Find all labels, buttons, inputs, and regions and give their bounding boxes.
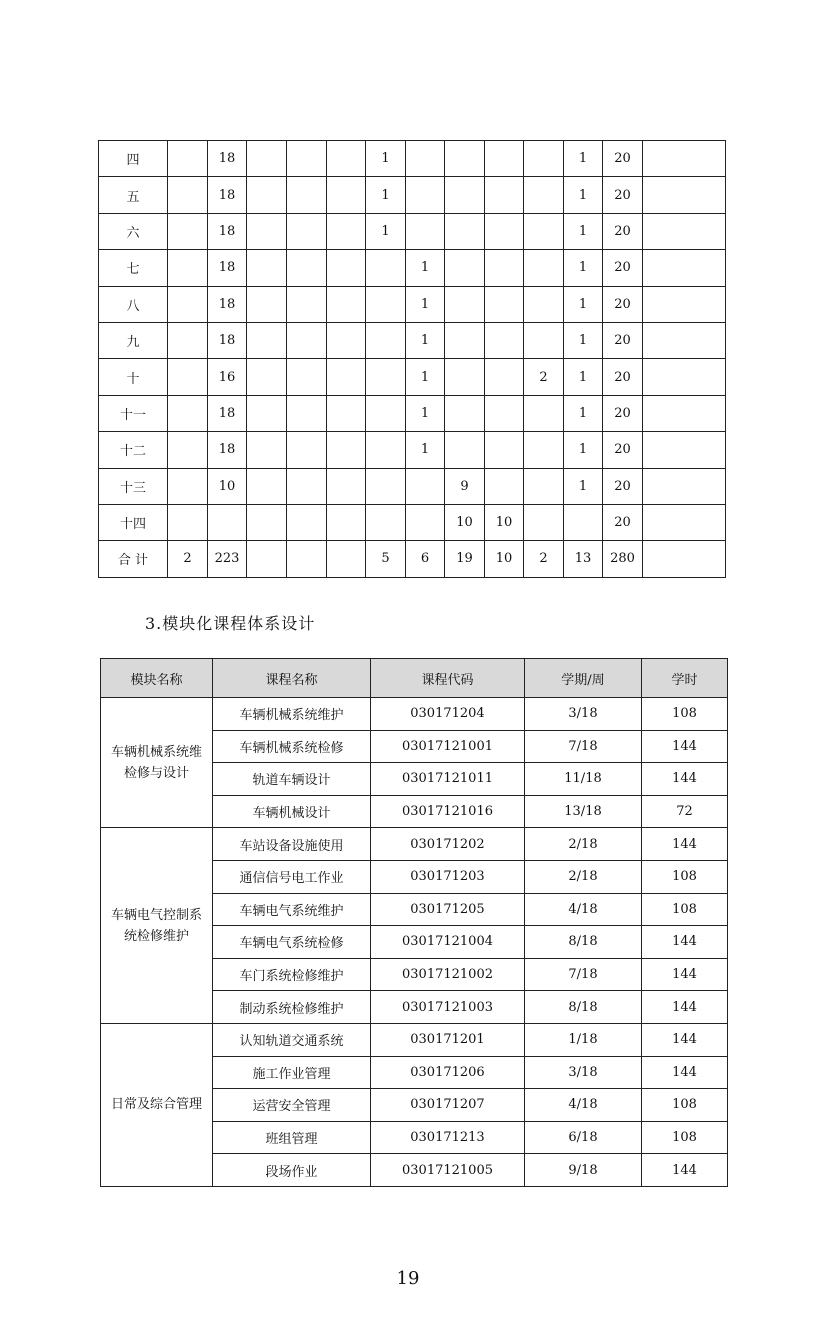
table-row	[99, 395, 726, 431]
table-cell: 18	[208, 250, 247, 286]
row-label-cell: 六	[99, 213, 168, 249]
table-cell	[643, 359, 726, 395]
semester-week-cell: 7/18	[525, 958, 642, 991]
table-cell: 1	[406, 395, 445, 431]
course-code-cell: 030171205	[371, 893, 525, 926]
table-cell	[643, 250, 726, 286]
course-code-cell: 03017121002	[371, 958, 525, 991]
table-cell: 1	[564, 177, 603, 213]
table-cell: 1	[564, 359, 603, 395]
course-code-cell: 030171201	[371, 1023, 525, 1056]
semester-week-cell: 1/18	[525, 1023, 642, 1056]
table-cell	[247, 141, 287, 177]
table-cell: 1	[406, 322, 445, 358]
table-cell: 1	[564, 432, 603, 468]
table-cell	[485, 141, 524, 177]
table-cell: 9	[445, 468, 485, 504]
course-name-cell: 车辆电气系统维护	[213, 893, 371, 926]
table-cell	[406, 177, 445, 213]
table-cell	[366, 322, 406, 358]
table-cell: 18	[208, 141, 247, 177]
course-name-cell: 车辆机械系统维护	[213, 698, 371, 731]
table-cell: 20	[603, 432, 643, 468]
table-cell	[168, 286, 208, 322]
table-row	[99, 432, 726, 468]
table-cell: 20	[603, 504, 643, 540]
table-cell: 16	[208, 359, 247, 395]
table-cell	[643, 213, 726, 249]
table-cell	[168, 359, 208, 395]
table-cell	[643, 141, 726, 177]
module-name-cell: 日常及综合管理	[101, 1023, 213, 1186]
header-course-name: 课程名称	[213, 659, 371, 698]
table-cell	[524, 286, 564, 322]
table-cell	[168, 432, 208, 468]
table-cell	[485, 359, 524, 395]
table-cell	[327, 141, 366, 177]
table-cell	[524, 432, 564, 468]
table-cell: 1	[564, 141, 603, 177]
credit-hours-cell: 108	[642, 893, 728, 926]
table-cell: 5	[366, 541, 406, 577]
table-cell	[168, 213, 208, 249]
table-cell	[287, 286, 327, 322]
table-cell: 10	[485, 541, 524, 577]
row-label-cell: 七	[99, 250, 168, 286]
table-cell: 10	[208, 468, 247, 504]
semester-week-cell: 3/18	[525, 698, 642, 731]
row-label-cell: 四	[99, 141, 168, 177]
semester-week-cell: 9/18	[525, 1154, 642, 1187]
table-cell	[366, 504, 406, 540]
table-row	[99, 177, 726, 213]
credit-hours-cell: 144	[642, 1056, 728, 1089]
row-label-cell: 五	[99, 177, 168, 213]
table-cell: 20	[603, 141, 643, 177]
table-cell	[168, 141, 208, 177]
semester-week-cell: 8/18	[525, 926, 642, 959]
semester-week-cell: 4/18	[525, 1089, 642, 1122]
module-name-cell: 车辆机械系统维检修与设计	[101, 698, 213, 828]
row-label-cell: 九	[99, 322, 168, 358]
table-cell	[247, 359, 287, 395]
table-row	[99, 250, 726, 286]
section-heading: 3.模块化课程体系设计	[145, 614, 316, 633]
table-cell	[208, 504, 247, 540]
table-cell	[327, 504, 366, 540]
table-cell	[287, 213, 327, 249]
table-cell: 20	[603, 213, 643, 249]
table-cell: 20	[603, 359, 643, 395]
table-cell: 1	[406, 250, 445, 286]
table-cell: 1	[564, 213, 603, 249]
table-cell	[247, 504, 287, 540]
table-cell	[366, 286, 406, 322]
table-cell: 20	[603, 286, 643, 322]
row-label-cell: 八	[99, 286, 168, 322]
table-cell	[287, 141, 327, 177]
credit-hours-cell: 108	[642, 1089, 728, 1122]
table-cell: 20	[603, 177, 643, 213]
credit-hours-cell: 108	[642, 1121, 728, 1154]
table-cell	[247, 286, 287, 322]
table-cell	[485, 322, 524, 358]
course-code-cell: 030171206	[371, 1056, 525, 1089]
table-cell	[445, 177, 485, 213]
course-code-cell: 03017121001	[371, 730, 525, 763]
table-cell	[168, 322, 208, 358]
credit-hours-cell: 144	[642, 958, 728, 991]
credit-hours-cell: 144	[642, 828, 728, 861]
table-cell: 1	[564, 468, 603, 504]
table-cell	[485, 286, 524, 322]
table-cell	[168, 250, 208, 286]
table-cell	[327, 432, 366, 468]
table-cell	[406, 468, 445, 504]
page-number: 19	[396, 1268, 420, 1289]
table-cell	[445, 213, 485, 249]
table-cell	[445, 141, 485, 177]
table-cell	[445, 359, 485, 395]
table-row	[101, 1023, 728, 1056]
table-cell: 20	[603, 250, 643, 286]
table-cell	[287, 177, 327, 213]
table-cell: 1	[564, 250, 603, 286]
table-cell	[366, 395, 406, 431]
course-name-cell: 轨道车辆设计	[213, 763, 371, 796]
table-cell	[366, 468, 406, 504]
table-cell: 1	[366, 141, 406, 177]
table-cell	[445, 395, 485, 431]
table-row	[99, 213, 726, 249]
table-cell	[485, 250, 524, 286]
table-cell: 223	[208, 541, 247, 577]
table-cell: 6	[406, 541, 445, 577]
table-cell	[643, 541, 726, 577]
row-label-cell: 十	[99, 359, 168, 395]
semester-week-cell: 2/18	[525, 860, 642, 893]
table-cell: 1	[366, 177, 406, 213]
weekly-schedule-table	[98, 140, 726, 578]
semester-week-cell: 2/18	[525, 828, 642, 861]
table-row	[99, 322, 726, 358]
table-cell: 19	[445, 541, 485, 577]
table-cell: 10	[485, 504, 524, 540]
table-cell	[247, 250, 287, 286]
table-cell: 280	[603, 541, 643, 577]
course-name-cell: 运营安全管理	[213, 1089, 371, 1122]
semester-week-cell: 4/18	[525, 893, 642, 926]
row-label-cell: 十三	[99, 468, 168, 504]
table-cell	[168, 395, 208, 431]
table-cell	[485, 395, 524, 431]
table-cell	[485, 177, 524, 213]
table-cell	[524, 395, 564, 431]
table-cell	[643, 177, 726, 213]
credit-hours-cell: 108	[642, 860, 728, 893]
table-cell	[327, 468, 366, 504]
header-credit-hours: 学时	[642, 659, 728, 698]
table-row	[99, 468, 726, 504]
table-cell: 1	[366, 213, 406, 249]
table-cell	[445, 286, 485, 322]
table-cell	[366, 250, 406, 286]
table-cell	[406, 213, 445, 249]
table-row	[99, 286, 726, 322]
table-cell	[643, 286, 726, 322]
table-cell	[168, 468, 208, 504]
table-cell: 18	[208, 286, 247, 322]
table-cell	[247, 541, 287, 577]
course-name-cell: 车站设备设施使用	[213, 828, 371, 861]
table-cell: 10	[445, 504, 485, 540]
course-name-cell: 车辆机械系统检修	[213, 730, 371, 763]
course-name-cell: 施工作业管理	[213, 1056, 371, 1089]
semester-week-cell: 6/18	[525, 1121, 642, 1154]
table-cell	[406, 504, 445, 540]
table-cell	[485, 432, 524, 468]
table-cell	[327, 541, 366, 577]
table-row	[99, 504, 726, 540]
credit-hours-cell: 144	[642, 1023, 728, 1056]
module-course-table	[100, 658, 728, 1187]
course-name-cell: 认知轨道交通系统	[213, 1023, 371, 1056]
table-cell	[168, 177, 208, 213]
course-code-cell: 030171202	[371, 828, 525, 861]
course-name-cell: 车辆电气系统检修	[213, 926, 371, 959]
table-cell	[247, 213, 287, 249]
table-cell	[287, 395, 327, 431]
table-cell	[327, 177, 366, 213]
table-cell: 18	[208, 177, 247, 213]
table-cell: 18	[208, 395, 247, 431]
table-cell	[327, 359, 366, 395]
table-cell: 1	[564, 395, 603, 431]
table-cell	[524, 250, 564, 286]
table-cell	[643, 468, 726, 504]
credit-hours-cell: 144	[642, 730, 728, 763]
table-cell	[168, 504, 208, 540]
table-cell: 20	[603, 322, 643, 358]
course-code-cell: 030171207	[371, 1089, 525, 1122]
semester-week-cell: 8/18	[525, 991, 642, 1024]
table-cell	[524, 468, 564, 504]
credit-hours-cell: 144	[642, 763, 728, 796]
credit-hours-cell: 144	[642, 1154, 728, 1187]
table-cell	[524, 213, 564, 249]
table-cell	[366, 359, 406, 395]
course-code-cell: 03017121005	[371, 1154, 525, 1187]
table-cell	[247, 395, 287, 431]
course-name-cell: 通信信号电工作业	[213, 860, 371, 893]
semester-week-cell: 13/18	[525, 795, 642, 828]
table-header-row	[101, 659, 728, 698]
row-label-cell: 十四	[99, 504, 168, 540]
course-code-cell: 03017121016	[371, 795, 525, 828]
table-row	[101, 698, 728, 731]
course-name-cell: 段场作业	[213, 1154, 371, 1187]
table-cell: 20	[603, 395, 643, 431]
header-semester-week: 学期/周	[525, 659, 642, 698]
table-cell	[445, 322, 485, 358]
table-cell	[287, 432, 327, 468]
course-code-cell: 030171203	[371, 860, 525, 893]
table-cell: 13	[564, 541, 603, 577]
header-course-code: 课程代码	[371, 659, 525, 698]
credit-hours-cell: 144	[642, 926, 728, 959]
course-code-cell: 03017121004	[371, 926, 525, 959]
table-cell	[327, 286, 366, 322]
table-row	[99, 141, 726, 177]
table-cell	[327, 213, 366, 249]
table-cell	[247, 432, 287, 468]
table-cell	[247, 177, 287, 213]
table-cell: 1	[564, 322, 603, 358]
table-row	[99, 359, 726, 395]
table-cell	[247, 322, 287, 358]
table-cell: 2	[524, 541, 564, 577]
table-cell	[287, 250, 327, 286]
table-cell: 20	[603, 468, 643, 504]
table-cell	[524, 504, 564, 540]
table-cell: 2	[524, 359, 564, 395]
table-row	[99, 541, 726, 577]
table-cell	[327, 395, 366, 431]
credit-hours-cell: 144	[642, 991, 728, 1024]
table-cell	[366, 432, 406, 468]
course-name-cell: 车辆机械设计	[213, 795, 371, 828]
table-cell	[524, 177, 564, 213]
course-name-cell: 车门系统检修维护	[213, 958, 371, 991]
table-row	[101, 828, 728, 861]
row-label-cell: 合 计	[99, 541, 168, 577]
course-name-cell: 制动系统检修维护	[213, 991, 371, 1024]
table-cell	[287, 359, 327, 395]
table-cell	[485, 468, 524, 504]
table-cell	[524, 141, 564, 177]
course-code-cell: 030171213	[371, 1121, 525, 1154]
table-cell: 1	[406, 432, 445, 468]
course-code-cell: 03017121011	[371, 763, 525, 796]
table-cell	[485, 213, 524, 249]
row-label-cell: 十二	[99, 432, 168, 468]
table-cell	[445, 432, 485, 468]
table-cell	[643, 504, 726, 540]
table-cell	[287, 322, 327, 358]
table-cell	[643, 432, 726, 468]
semester-week-cell: 3/18	[525, 1056, 642, 1089]
table-cell: 18	[208, 432, 247, 468]
table-cell	[287, 504, 327, 540]
table-cell: 2	[168, 541, 208, 577]
table-cell: 1	[406, 286, 445, 322]
row-label-cell: 十一	[99, 395, 168, 431]
table-cell	[327, 250, 366, 286]
table-cell: 18	[208, 213, 247, 249]
table-cell: 18	[208, 322, 247, 358]
table-cell	[287, 541, 327, 577]
header-module-name: 模块名称	[101, 659, 213, 698]
semester-week-cell: 7/18	[525, 730, 642, 763]
table-cell	[406, 141, 445, 177]
table-cell	[643, 322, 726, 358]
semester-week-cell: 11/18	[525, 763, 642, 796]
table-cell	[564, 504, 603, 540]
module-name-cell: 车辆电气控制系统检修维护	[101, 828, 213, 1024]
credit-hours-cell: 72	[642, 795, 728, 828]
course-name-cell: 班组管理	[213, 1121, 371, 1154]
table-cell: 1	[564, 286, 603, 322]
table-cell	[524, 322, 564, 358]
course-code-cell: 030171204	[371, 698, 525, 731]
table-cell	[643, 395, 726, 431]
course-code-cell: 03017121003	[371, 991, 525, 1024]
table-cell: 1	[406, 359, 445, 395]
table-cell	[247, 468, 287, 504]
table-cell	[445, 250, 485, 286]
table-cell	[327, 322, 366, 358]
table-cell	[287, 468, 327, 504]
credit-hours-cell: 108	[642, 698, 728, 731]
